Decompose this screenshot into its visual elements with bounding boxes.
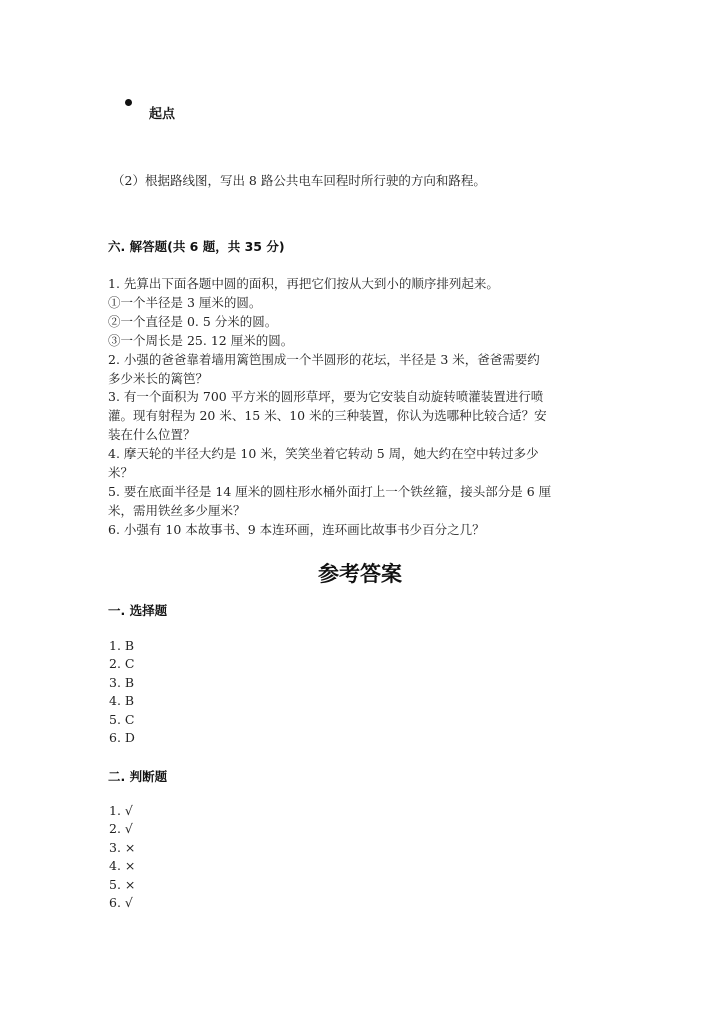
answer-item: 4. ×: [109, 858, 136, 874]
answer-item: 6. D: [109, 730, 135, 746]
answer-item: 3. B: [109, 674, 135, 690]
judge-answers: [109, 802, 135, 912]
section6-heading: 六. 解答题(共 6 题，共 35 分): [108, 239, 285, 254]
question-line: ①一个半径是 3 厘米的圆。: [108, 294, 262, 310]
question-line: 4. 摩天轮的半径大约是 10 米，笑笑坐着它转动 5 周，她大约在空中转过多少: [108, 446, 539, 462]
question-line: 5. 要在底面半径是 14 厘米的圆柱形水桶外面打上一个铁丝箍，接头部分是 6 厘: [108, 483, 552, 499]
judge-heading: 二. 判断题: [108, 769, 168, 784]
answer-item: 1. B: [109, 638, 135, 653]
choice-answers: [109, 637, 135, 747]
answer-item: 2. √: [109, 821, 133, 837]
answer-item: 4. B: [109, 693, 135, 709]
start-point-marker: [125, 99, 132, 106]
answer-item: 3. ×: [109, 839, 136, 855]
question-line: 6. 小强有 10 本故事书、9 本连环画，连环画比故事书少百分之几？: [108, 521, 485, 537]
question-line: 2. 小强的爸爸靠着墙用篱笆围成一个半圆形的花坛，半径是 3 米，爸爸需要约: [108, 351, 540, 367]
question-line: 灌。现有射程为 20 米、15 米、10 米的三种装置，你认为选哪种比较合适？安: [108, 408, 547, 424]
answer-item: 5. C: [109, 711, 135, 727]
answer-item: 6. √: [109, 895, 133, 911]
choice-heading: 一. 选择题: [108, 603, 168, 618]
answer-item: 5. ×: [109, 876, 136, 892]
question-line: 米，需用铁丝多少厘米？: [108, 502, 246, 518]
start-point-label: 起点: [149, 107, 176, 122]
question-line: 米？: [108, 465, 134, 481]
answers-title: 参考答案: [318, 562, 402, 586]
question-line: 装在什么位置？: [108, 427, 196, 443]
question-line: 多少米长的篱笆？: [108, 370, 209, 386]
answer-item: 1. √: [109, 803, 133, 818]
question-line: 3. 有一个面积为 700 平方米的圆形草坪，要为它安装自动旋转喷灌装置进行喷: [108, 389, 544, 405]
question-line: ③一个周长是 25. 12 厘米的圆。: [108, 332, 294, 348]
question-line: ②一个直径是 0. 5 分米的圆。: [108, 313, 278, 329]
part2-question: （2）根据路线图，写出 8 路公共电车回程时所行驶的方向和路程。: [112, 173, 486, 188]
answer-item: 2. C: [109, 656, 135, 672]
section6-questions: [108, 275, 551, 540]
question-line: 1. 先算出下面各题中圆的面积，再把它们按从大到小的顺序排列起来。: [108, 276, 499, 291]
